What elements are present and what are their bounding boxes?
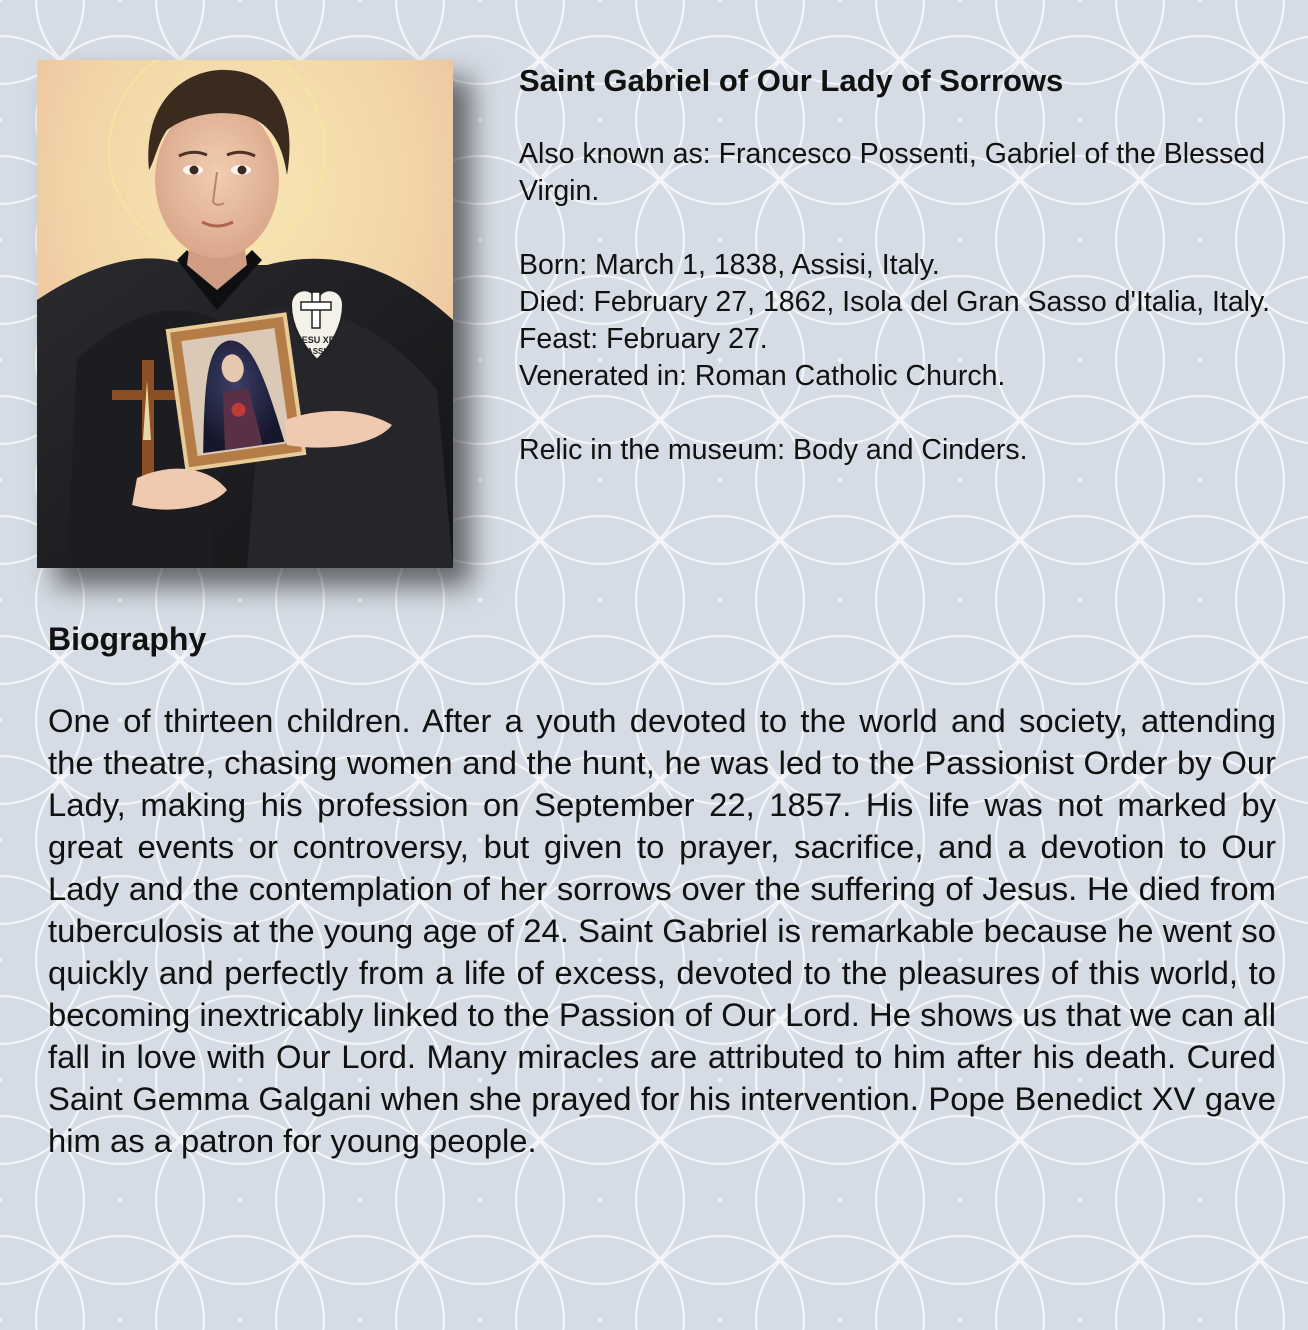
biography-section [48, 618, 1276, 1162]
feast-day: Feast: February 27. [519, 323, 768, 355]
venerated-in: Venerated in: Roman Catholic Church. [519, 360, 1006, 392]
born-date: Born: March 1, 1838, Assisi, Italy. [519, 249, 940, 281]
saint-info [519, 62, 1279, 469]
biography-heading: Biography [48, 621, 207, 657]
saint-name: Saint Gabriel of Our Lady of Sorrows [519, 63, 1064, 98]
died-date: Died: February 27, 1862, Isola del Gran Sasso d'Italia, Italy. [519, 286, 1271, 318]
also-known-as: Also known as: Francesco Possenti, Gabriel of the Blessed Virgin. [519, 138, 1266, 207]
badge-text-top: JESU XPI [296, 335, 338, 345]
biography-text: One of thirteen children. After a youth devoted to the world and society, attending the theatre, chasing women and the hunt, he was led to the Passionist Order by Our Lady, making his profession on September 22, 1857. His life was not marked by great events or controversy, but given to prayer, sacrifice, and a devotion to Our Lady and the contemplation of her sorrows over the suffering of Jesus. He died from tuberculosis at the young age of 24. Saint Gabriel is remarkable because he went so quickly and perfectly from a life of excess, devoted to the pleasures of this world, to becoming inextricably linked to the Passion of Our Lord. He shows us that we can all fall in love with Our Lord. Many miracles are attributed to him after his death. Cured Saint Gemma Galgani when she prayed for his intervention. Pope Benedict XV gave him as a patron for young people. [48, 702, 1276, 1159]
badge-text-bottom: PASSIO [302, 347, 332, 356]
saint-portrait [37, 60, 453, 568]
relic-info: Relic in the museum: Body and Cinders. [519, 434, 1028, 466]
